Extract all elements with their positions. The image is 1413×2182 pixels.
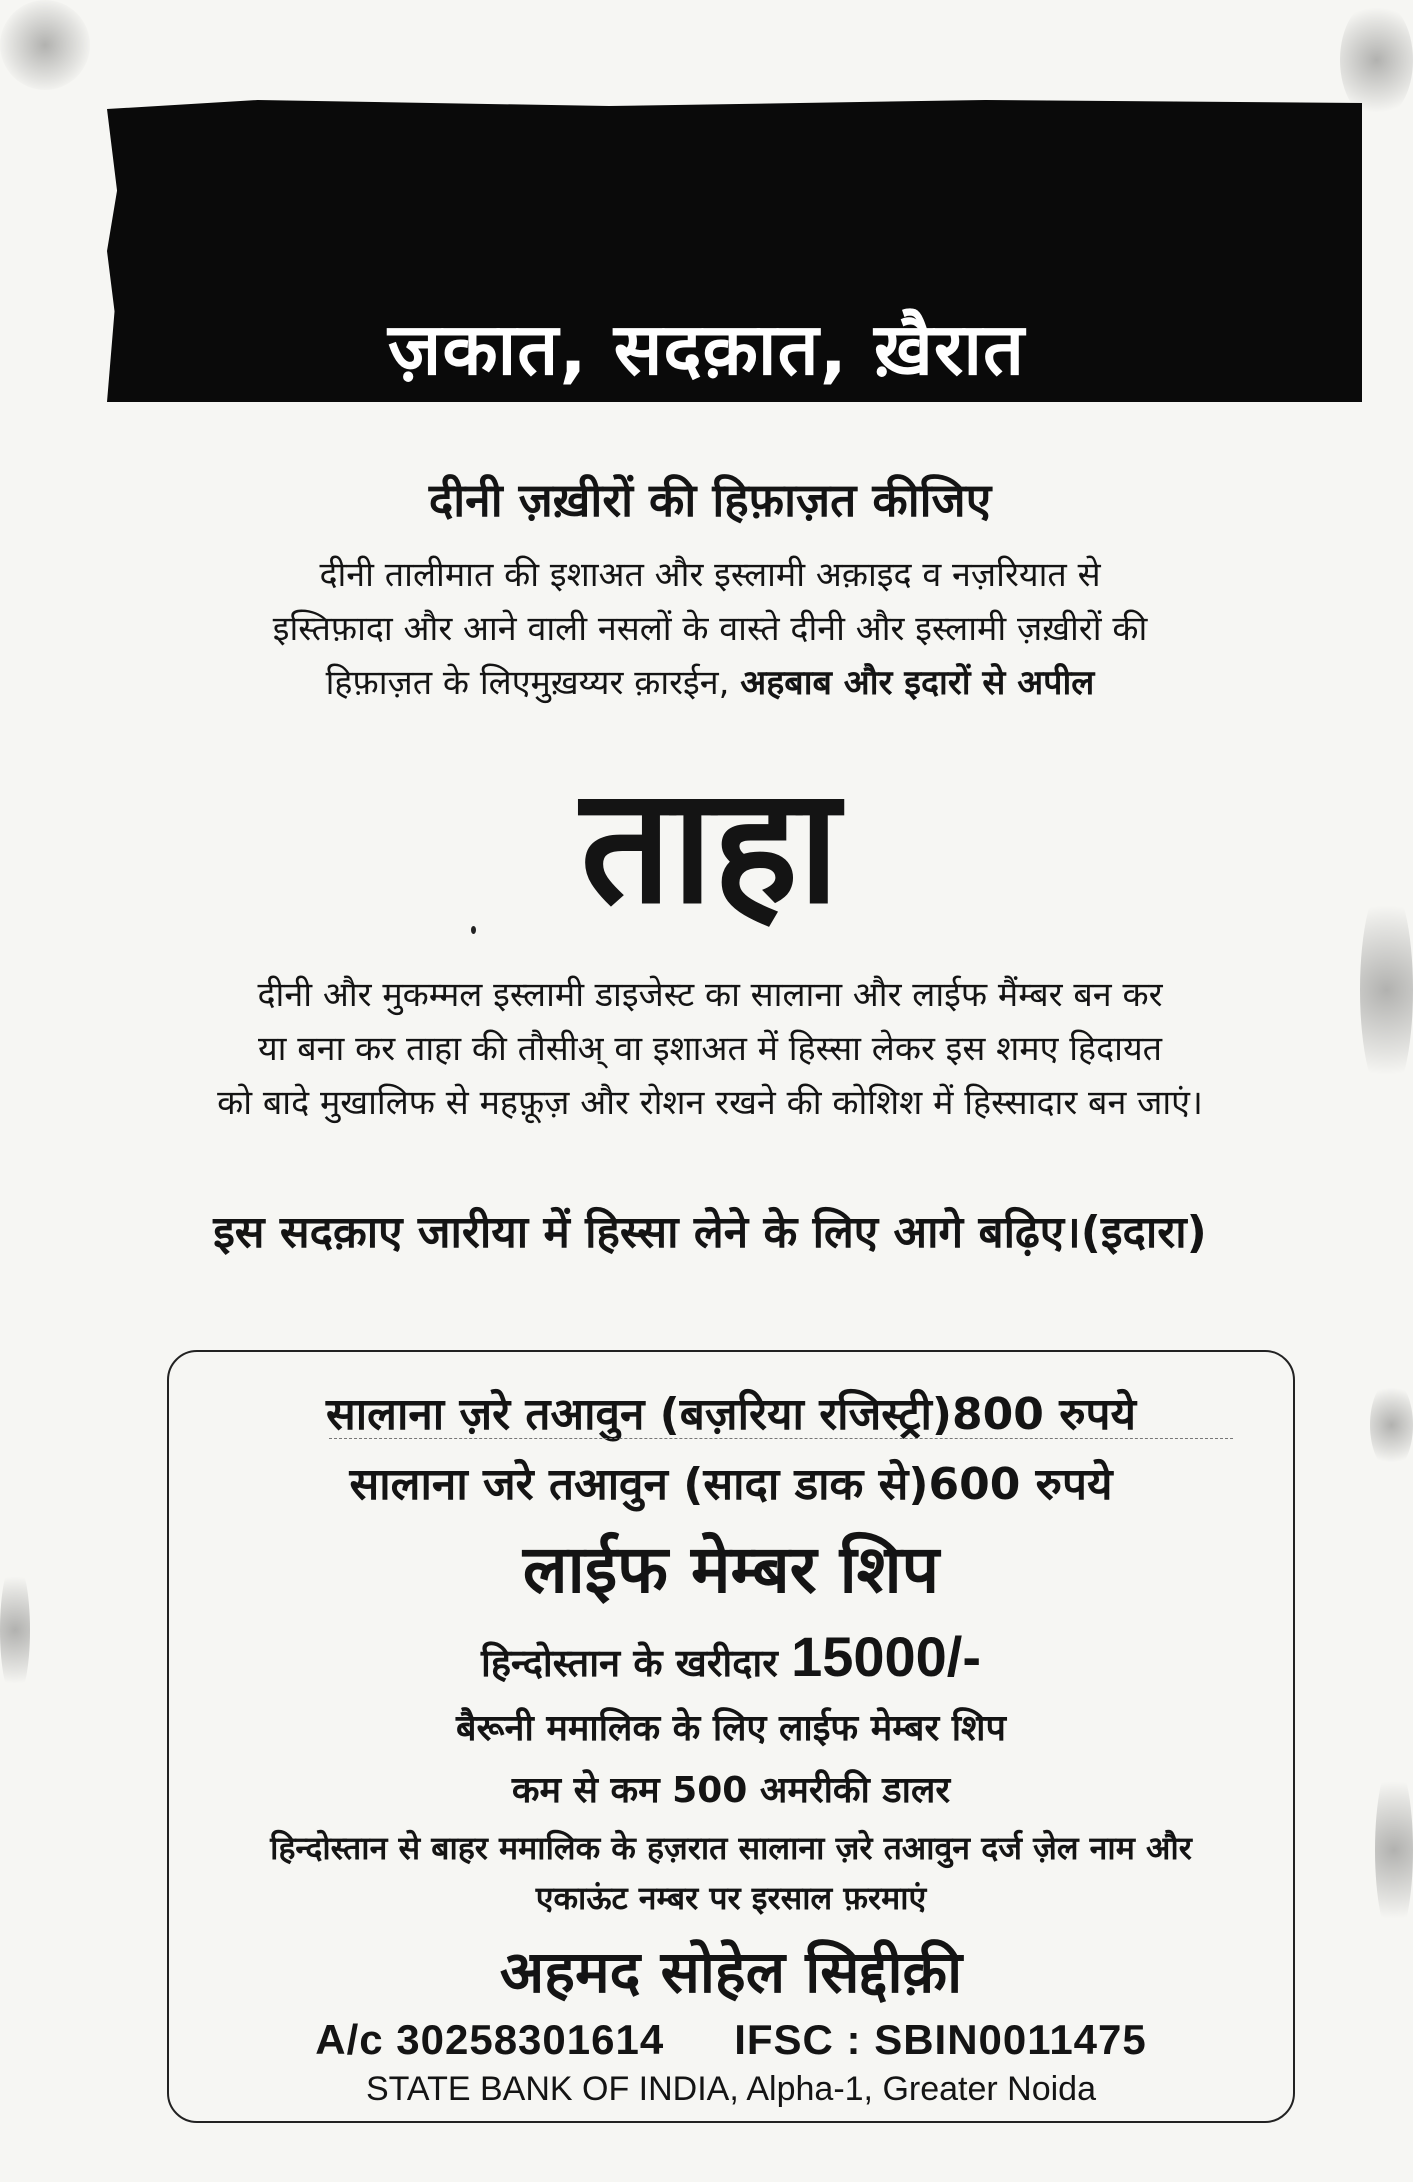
appeal-line-regular: हिफ़ाज़त के लिएमुख़य्यर क़ारईन, <box>325 663 730 703</box>
appeal-line: इस्तिफ़ादा और आने वाली नसलों के वास्ते दीनी और इस्लामी ज़ख़ीरों की <box>272 609 1148 649</box>
magazine-name: ताहा <box>580 751 840 939</box>
membership-paragraph <box>140 968 1280 1130</box>
appeal-line: दीनी तालीमात की इशाअत और इस्लामी अक़ाइद व नज़रियात से <box>319 555 1101 595</box>
account-holder-name: अहमद सोहेल सिद्दीक़ी <box>499 1938 963 2006</box>
annual-registry-rate: सालाना ज़रे तआवुन (बज़रिया रजिस्ट्री)800 रुपये <box>325 1389 1137 1440</box>
india-buyers-amount: 15000/- <box>791 1625 981 1688</box>
ink-dot <box>471 926 476 934</box>
appeal-heading: दीनी ज़ख़ीरों की हिफ़ाज़त कीजिए <box>428 473 992 527</box>
scan-speckle <box>1375 1760 1413 1940</box>
scan-speckle <box>1340 0 1413 120</box>
remit-instruction: एकाऊंट नम्बर पर इरसाल फ़रमाएं <box>535 1879 927 1917</box>
annual-post-rate: सालाना जरे तआवुन (सादा डाक से)600 रुपये <box>349 1459 1113 1510</box>
scan-speckle <box>1360 880 1413 1100</box>
scan-speckle <box>0 0 90 90</box>
scan-speckle <box>1370 1380 1413 1470</box>
callout: इस सदक़ाए जारीया में हिस्सा लेने के लिए आगे बढ़िए।(इदारा) <box>213 1207 1207 1258</box>
ifsc-code: IFSC : SBIN0011475 <box>734 2016 1147 2063</box>
appeal-line <box>140 656 1280 710</box>
foreign-membership: बैरूनी ममालिक के लिए लाईफ मेम्बर शिप <box>455 1708 1006 1749</box>
membership-line: दीनी और मुकम्मल इस्लामी डाइजेस्ट का सालाना और लाईफ मैंम्बर बन कर <box>257 975 1163 1015</box>
membership-line: या बना कर ताहा की तौसीअ् वा इशाअत में हिस्सा लेकर इस शमए हिदायत <box>257 1029 1163 1069</box>
appeal-line-bold: अहबाब और इदारों से अपील <box>740 663 1095 703</box>
divider <box>329 1438 1233 1439</box>
remit-instruction: हिन्दोस्तान से बाहर ममालिक के हज़रात सालाना ज़रे तआवुन दर्ज ज़ेल नाम और <box>270 1829 1192 1867</box>
appeal-paragraph <box>140 548 1280 710</box>
foreign-minimum: कम से कम 500 अमरीकी डालर <box>511 1770 951 1811</box>
account-number: A/c 30258301614 <box>315 2016 665 2063</box>
scan-speckle <box>0 1560 30 1700</box>
account-details <box>169 2016 1293 2064</box>
bank-name: STATE BANK OF INDIA, Alpha-1, Greater Noida <box>366 2070 1096 2108</box>
banner-title: ज़कात, सदक़ात, ख़ैरात <box>387 307 1026 391</box>
subscription-box <box>167 1350 1295 2123</box>
membership-line: को बादे मुखालिफ से महफ़ूज़ और रोशन रखने की कोशिश में हिस्सादार बन जाएं। <box>217 1083 1203 1123</box>
india-buyers <box>169 1624 1293 1689</box>
india-buyers-label: हिन्दोस्तान के खरीदार <box>480 1641 778 1685</box>
life-membership-title: लाईफ मेम्बर शिप <box>522 1531 940 1608</box>
